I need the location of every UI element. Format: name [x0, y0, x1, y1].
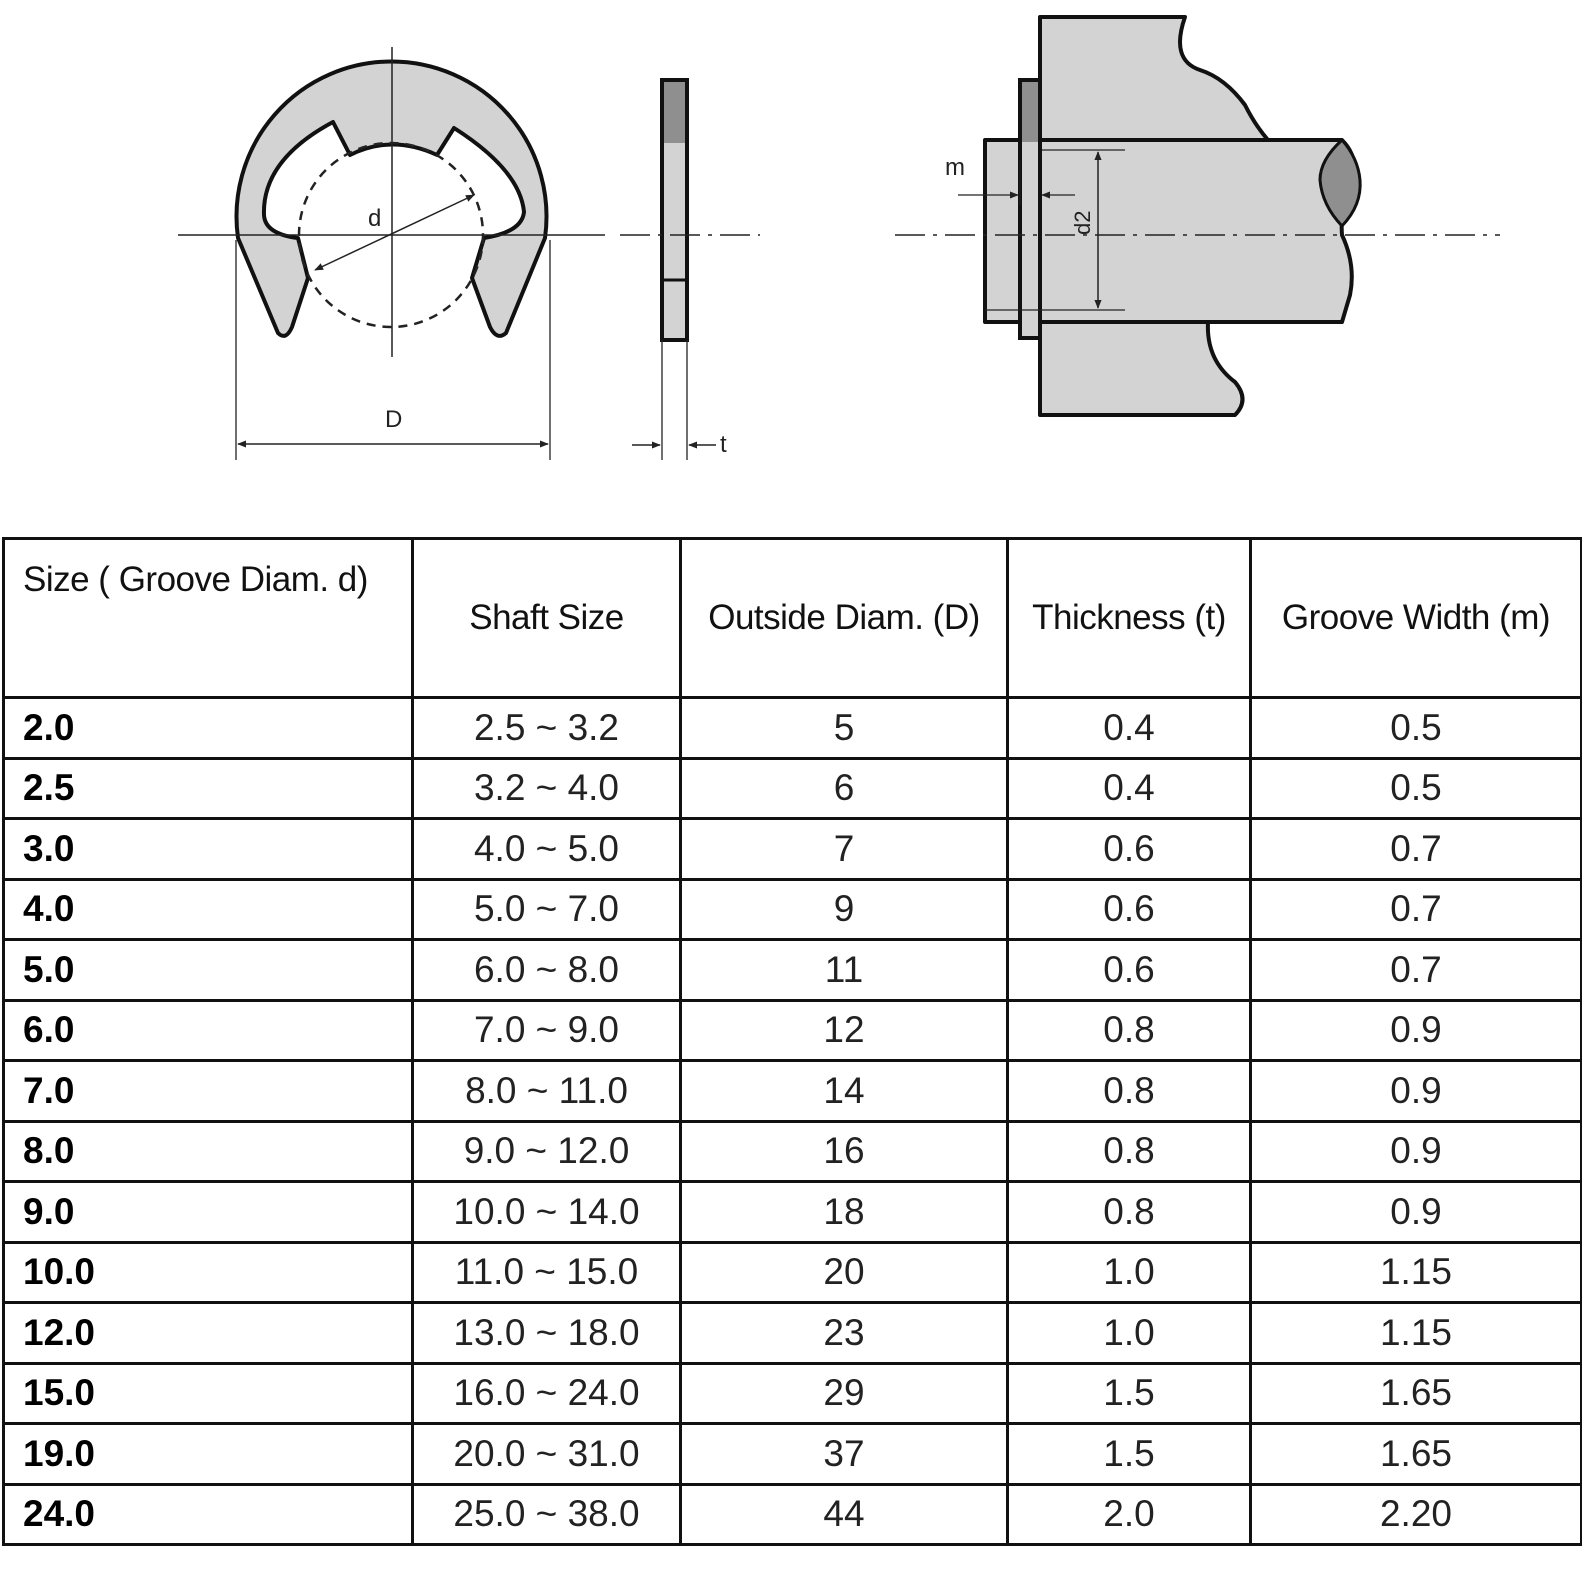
cell-thickness: 0.8 [1008, 1121, 1251, 1182]
cell-thickness: 0.6 [1008, 940, 1251, 1001]
cell-size: 10.0 [4, 1242, 413, 1303]
table-row [4, 1182, 1582, 1243]
cell-shaft-size: 20.0 ~ 31.0 [413, 1424, 681, 1485]
table-row [4, 1061, 1582, 1122]
cell-size: 3.0 [4, 819, 413, 880]
cell-size: 5.0 [4, 940, 413, 1001]
cell-outside-diameter: 12 [681, 1000, 1008, 1061]
cell-outside-diameter: 11 [681, 940, 1008, 1001]
cell-outside-diameter: 20 [681, 1242, 1008, 1303]
table-row [4, 1121, 1582, 1182]
cell-groove-width: 0.9 [1251, 1000, 1582, 1061]
cell-groove-width: 0.9 [1251, 1182, 1582, 1243]
cell-shaft-size: 16.0 ~ 24.0 [413, 1363, 681, 1424]
cell-size: 8.0 [4, 1121, 413, 1182]
cell-shaft-size: 7.0 ~ 9.0 [413, 1000, 681, 1061]
cell-thickness: 0.6 [1008, 819, 1251, 880]
cell-size: 19.0 [4, 1424, 413, 1485]
header-outside-diameter: Outside Diam. (D) [681, 539, 1008, 698]
cell-outside-diameter: 6 [681, 758, 1008, 819]
cell-shaft-size: 2.5 ~ 3.2 [413, 698, 681, 759]
e-clip-technical-drawing [0, 0, 1582, 480]
cell-size: 12.0 [4, 1303, 413, 1364]
cell-thickness: 0.8 [1008, 1000, 1251, 1061]
cell-thickness: 0.8 [1008, 1182, 1251, 1243]
cell-shaft-size: 9.0 ~ 12.0 [413, 1121, 681, 1182]
cell-thickness: 1.5 [1008, 1424, 1251, 1485]
cell-size: 15.0 [4, 1363, 413, 1424]
cell-outside-diameter: 37 [681, 1424, 1008, 1485]
cell-shaft-size: 25.0 ~ 38.0 [413, 1484, 681, 1545]
header-thickness: Thickness (t) [1008, 539, 1251, 698]
cell-outside-diameter: 5 [681, 698, 1008, 759]
cell-groove-width: 1.15 [1251, 1242, 1582, 1303]
cell-thickness: 2.0 [1008, 1484, 1251, 1545]
cell-thickness: 0.4 [1008, 758, 1251, 819]
table-row [4, 698, 1582, 759]
table-row [4, 1363, 1582, 1424]
header-size: Size ( Groove Diam. d) [4, 539, 413, 698]
cell-shaft-size: 4.0 ~ 5.0 [413, 819, 681, 880]
cell-groove-width: 0.7 [1251, 940, 1582, 1001]
table-row [4, 940, 1582, 1001]
cell-outside-diameter: 23 [681, 1303, 1008, 1364]
cell-outside-diameter: 29 [681, 1363, 1008, 1424]
table-row [4, 1303, 1582, 1364]
cell-shaft-size: 8.0 ~ 11.0 [413, 1061, 681, 1122]
cell-size: 9.0 [4, 1182, 413, 1243]
header-shaft-size: Shaft Size [413, 539, 681, 698]
cell-groove-width: 2.20 [1251, 1484, 1582, 1545]
d-dimension-line [315, 195, 474, 270]
cell-size: 2.0 [4, 698, 413, 759]
cell-groove-width: 0.7 [1251, 819, 1582, 880]
cell-groove-width: 0.9 [1251, 1061, 1582, 1122]
cell-outside-diameter: 7 [681, 819, 1008, 880]
D-label: D [385, 406, 403, 433]
cell-size: 24.0 [4, 1484, 413, 1545]
cell-outside-diameter: 16 [681, 1121, 1008, 1182]
e-clip-size-table [2, 537, 1582, 1546]
cell-shaft-size: 13.0 ~ 18.0 [413, 1303, 681, 1364]
t-label: t [720, 431, 727, 458]
table-row [4, 1484, 1582, 1545]
cell-shaft-size: 6.0 ~ 8.0 [413, 940, 681, 1001]
table-row [4, 758, 1582, 819]
table-row [4, 879, 1582, 940]
cell-shaft-size: 5.0 ~ 7.0 [413, 879, 681, 940]
cell-size: 4.0 [4, 879, 413, 940]
cell-thickness: 0.8 [1008, 1061, 1251, 1122]
cell-thickness: 1.0 [1008, 1242, 1251, 1303]
cell-groove-width: 1.65 [1251, 1424, 1582, 1485]
cell-size: 7.0 [4, 1061, 413, 1122]
cell-groove-width: 0.7 [1251, 879, 1582, 940]
e-clip-front-view [178, 47, 605, 460]
cell-outside-diameter: 44 [681, 1484, 1008, 1545]
table-row [4, 1242, 1582, 1303]
assembly-view [895, 17, 1500, 415]
d2-label: d2 [1070, 210, 1095, 235]
cell-thickness: 0.6 [1008, 879, 1251, 940]
cell-outside-diameter: 18 [681, 1182, 1008, 1243]
table-row [4, 1424, 1582, 1485]
e-clip-side-view [620, 80, 760, 460]
cell-shaft-size: 3.2 ~ 4.0 [413, 758, 681, 819]
header-groove-width: Groove Width (m) [1251, 539, 1582, 698]
cell-outside-diameter: 9 [681, 879, 1008, 940]
cell-thickness: 1.5 [1008, 1363, 1251, 1424]
cell-size: 2.5 [4, 758, 413, 819]
table-header-row [4, 539, 1582, 698]
table-row [4, 1000, 1582, 1061]
cell-groove-width: 0.5 [1251, 698, 1582, 759]
cell-thickness: 1.0 [1008, 1303, 1251, 1364]
m-label: m [945, 154, 965, 181]
cell-size: 6.0 [4, 1000, 413, 1061]
cell-groove-width: 1.15 [1251, 1303, 1582, 1364]
cell-shaft-size: 10.0 ~ 14.0 [413, 1182, 681, 1243]
cell-groove-width: 1.65 [1251, 1363, 1582, 1424]
cell-thickness: 0.4 [1008, 698, 1251, 759]
cell-outside-diameter: 14 [681, 1061, 1008, 1122]
table-row [4, 819, 1582, 880]
cell-groove-width: 0.5 [1251, 758, 1582, 819]
cell-groove-width: 0.9 [1251, 1121, 1582, 1182]
cell-shaft-size: 11.0 ~ 15.0 [413, 1242, 681, 1303]
d-label: d [368, 205, 382, 232]
